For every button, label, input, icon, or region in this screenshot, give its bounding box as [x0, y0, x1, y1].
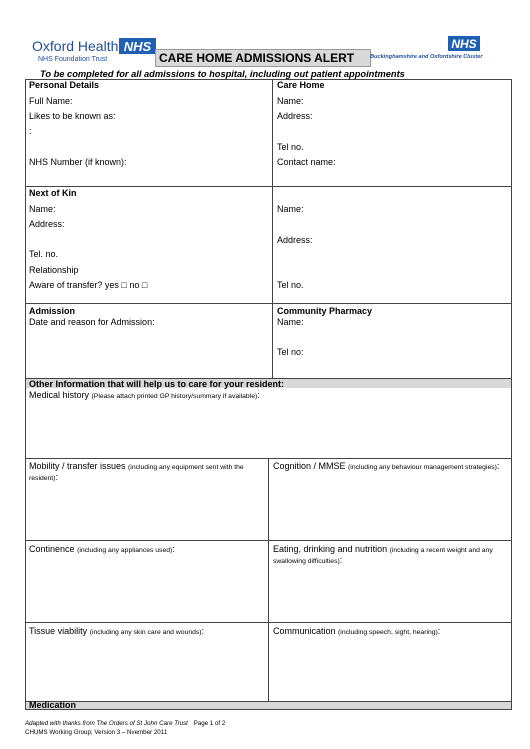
contact-name-label: Contact name: — [277, 157, 336, 167]
nhs-number-label: NHS Number (if known): — [29, 157, 127, 167]
eating-colon: : — [339, 555, 343, 565]
admission-heading: Admission — [29, 306, 76, 316]
mobility-colon: : — [55, 472, 58, 482]
continence-label — [29, 544, 175, 554]
eating-label — [273, 544, 493, 554]
tissue-title: Tissue viability — [29, 626, 88, 636]
kin-address-label: Address: — [29, 219, 65, 229]
eating-label-line2 — [273, 555, 342, 565]
cluster-nhs-logo: NHS — [448, 36, 480, 51]
instruction-text: To be completed for all admissions to hospital, including out patient appointments — [40, 69, 405, 79]
care-home-address-label: Address: — [277, 111, 313, 121]
aware-of-transfer-checkboxes[interactable]: Aware of transfer? yes □ no □ — [29, 280, 148, 290]
personal-heading: Personal Details — [29, 80, 100, 90]
medical-history-note: (Please attach printed GP history/summary if available) — [91, 393, 258, 400]
kin-name-label: Name: — [29, 204, 56, 214]
mobility-note: (including any equipment sent with the — [128, 464, 244, 471]
medical-history-title: Medical history — [29, 390, 90, 400]
cluster-name: Buckinghamshire and Oxfordshire Cluster — [370, 54, 483, 60]
mobility-label-line2 — [29, 472, 58, 482]
relationship-label: Relationship — [29, 265, 79, 275]
likes-label: Likes to be known as: — [29, 111, 116, 121]
divider-top — [272, 79, 273, 378]
footer-line-1 — [25, 720, 225, 727]
page-title: CARE HOME ADMISSIONS ALERT — [159, 51, 355, 65]
pharmacy-tel-label: Tel no: — [277, 347, 304, 357]
kin-right-tel-label: Tel no. — [277, 280, 304, 290]
pharmacy-heading: Community Pharmacy — [277, 306, 373, 316]
care-home-heading: Care Home — [277, 80, 325, 90]
eating-title: Eating, drinking and nutrition — [273, 544, 388, 554]
kin-tel-label: Tel. no. — [29, 249, 59, 259]
title-box — [155, 49, 371, 67]
care-home-tel-label: Tel no. — [277, 142, 304, 152]
other-info-heading: Other Information that will help us to care for your resident: — [29, 379, 285, 389]
footer-page-number: Page 1 of 2 — [193, 720, 226, 727]
medical-history-label — [29, 390, 260, 400]
mobility-note-2: resident) — [29, 475, 56, 482]
communication-colon: : — [437, 626, 441, 636]
rule-medication — [25, 701, 512, 702]
medical-history-colon: : — [257, 390, 260, 400]
rule-kin — [25, 186, 512, 187]
cognition-colon: : — [496, 461, 500, 471]
footer-line-2: CHUMS Working Group; Version 3 – Nvember 2011 — [25, 729, 168, 736]
org-subname: NHS Foundation Trust — [38, 56, 108, 63]
rule-admission — [25, 303, 512, 304]
communication-label — [273, 626, 440, 636]
pharmacy-name-label: Name: — [277, 317, 304, 327]
eating-note-2: swallowing difficulties) — [273, 558, 340, 565]
tissue-note: (including any skin care and wounds) — [89, 629, 202, 636]
medication-band — [26, 702, 511, 709]
kin-right-address-label: Address: — [277, 235, 313, 245]
communication-title: Communication — [273, 626, 336, 636]
continence-title: Continence — [29, 544, 75, 554]
mobility-label — [29, 461, 244, 471]
nhs-logo: NHS — [119, 38, 156, 54]
tissue-viability-label — [29, 626, 204, 636]
continence-note: (including any appliances used) — [77, 547, 173, 554]
tissue-colon: : — [201, 626, 205, 636]
continence-colon: : — [172, 544, 175, 554]
eating-note: (including a recent weight and any — [389, 547, 493, 554]
admission-reason-label: Date and reason for Admission: — [29, 317, 155, 327]
communication-note: (including speech, sight, hearing) — [338, 629, 438, 636]
divider-bottom — [268, 458, 269, 701]
org-name: Oxford Health — [32, 38, 119, 54]
cognition-label — [273, 461, 499, 471]
cognition-note: (including any behaviour management strategies) — [348, 464, 497, 471]
cognition-title: Cognition / MMSE — [273, 461, 346, 471]
care-home-name-label: Name: — [277, 96, 304, 106]
colon-label: : — [29, 126, 32, 136]
kin-right-name-label: Name: — [277, 204, 304, 214]
mobility-title: Mobility / transfer issues — [29, 461, 126, 471]
medication-heading: Medication — [29, 700, 77, 710]
footer-credit: Adapted with thanks from The Orders of St John Care Trust — [25, 720, 188, 727]
org-logo — [32, 36, 122, 66]
kin-heading: Next of Kin — [29, 188, 77, 198]
full-name-label: Full Name: — [29, 96, 73, 106]
